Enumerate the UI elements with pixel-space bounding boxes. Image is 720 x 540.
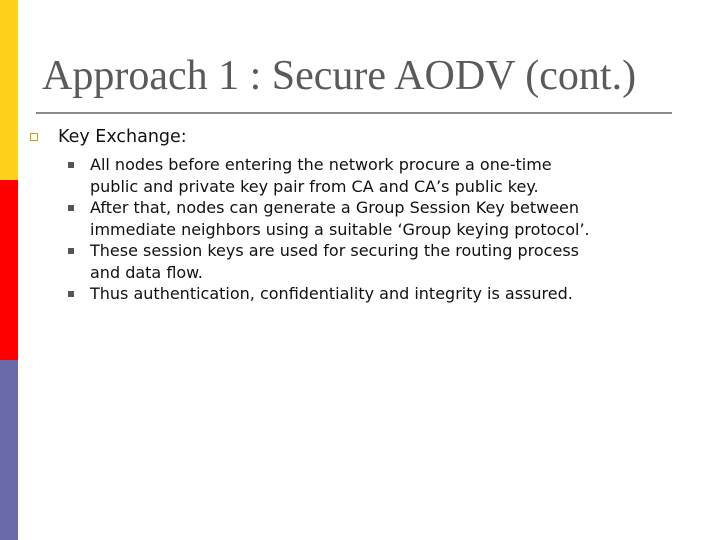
filled-square-bullet-icon	[68, 248, 74, 254]
title-divider	[36, 112, 672, 114]
sub-bullet-item	[68, 283, 668, 305]
filled-square-bullet-icon	[68, 162, 74, 168]
filled-square-bullet-icon	[68, 205, 74, 211]
sub-bullet-item	[68, 240, 668, 283]
sub-bullet-line: After that, nodes can generate a Group Session Key between	[90, 198, 580, 217]
slide-title: Approach 1 : Secure AODV (cont.)	[42, 53, 637, 99]
side-bar-blue	[0, 360, 18, 540]
sub-bullet-list	[68, 154, 668, 305]
side-bar-red	[0, 180, 18, 360]
sub-bullet-line: and data flow.	[90, 262, 203, 282]
hollow-square-bullet-icon	[30, 133, 38, 141]
main-bullet-text: Key Exchange:	[58, 127, 187, 147]
sub-bullet-line: These session keys are used for securing the routing process	[90, 241, 579, 260]
sub-bullet-item	[68, 154, 668, 197]
sub-bullet-line: immediate neighbors using a suitable ‘Group keying protocol’.	[90, 219, 590, 239]
side-bar-yellow	[0, 0, 18, 180]
sub-bullet-item	[68, 197, 668, 240]
filled-square-bullet-icon	[68, 291, 74, 297]
sub-bullet-line: Thus authentication, confidentiality and integrity is assured.	[90, 284, 573, 303]
sub-bullet-line: public and private key pair from CA and CA’s public key.	[90, 176, 539, 196]
sub-bullet-line: All nodes before entering the network procure a one-time	[90, 155, 552, 174]
